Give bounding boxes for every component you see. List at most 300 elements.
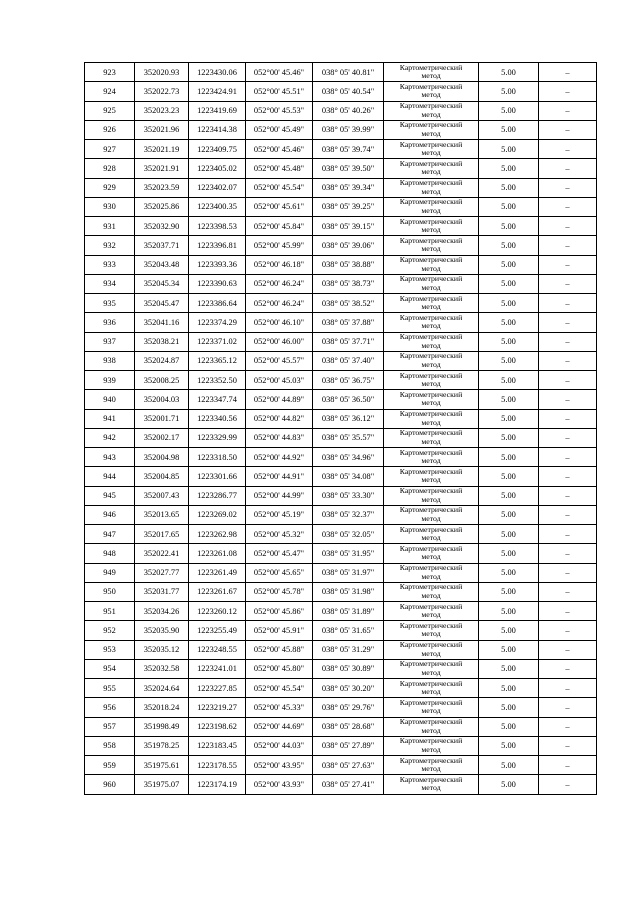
method-line1: Картометрический xyxy=(399,428,463,438)
method-cell xyxy=(384,101,479,120)
accuracy-cell: 5.00 xyxy=(479,197,539,216)
latitude-cell: 052°00' 45.54" xyxy=(246,679,313,698)
method-cell xyxy=(384,428,479,447)
point-number-cell: 955 xyxy=(85,679,135,698)
longitude-cell: 038° 05' 34.96" xyxy=(313,448,384,467)
x-coordinate-cell: 352021.91 xyxy=(135,159,189,178)
method-cell xyxy=(384,563,479,582)
latitude-cell: 052°00' 45.78" xyxy=(246,582,313,601)
y-coordinate-cell: 1223393.36 xyxy=(189,255,246,274)
method-line1: Картометрический xyxy=(399,274,463,284)
method-line2: метод xyxy=(421,302,441,312)
accuracy-cell: 5.00 xyxy=(479,82,539,101)
longitude-cell: 038° 05' 40.54" xyxy=(313,82,384,101)
note-cell: – xyxy=(539,602,597,621)
accuracy-cell: 5.00 xyxy=(479,120,539,139)
note-cell: – xyxy=(539,274,597,293)
y-coordinate-cell: 1223374.29 xyxy=(189,313,246,332)
x-coordinate-cell: 352038.21 xyxy=(135,332,189,351)
method-cell xyxy=(384,409,479,428)
x-coordinate-cell: 351975.61 xyxy=(135,756,189,775)
table-row xyxy=(85,486,597,505)
longitude-cell: 038° 05' 31.65" xyxy=(313,621,384,640)
note-cell: – xyxy=(539,371,597,390)
method-cell xyxy=(384,602,479,621)
table-row xyxy=(85,294,597,313)
x-coordinate-cell: 352027.77 xyxy=(135,563,189,582)
method-line1: Картометрический xyxy=(399,466,463,476)
method-line2: метод xyxy=(421,205,441,215)
table-row xyxy=(85,63,597,82)
x-coordinate-cell: 352018.24 xyxy=(135,698,189,717)
method-line2: метод xyxy=(421,90,441,100)
method-line2: метод xyxy=(421,417,441,427)
y-coordinate-cell: 1223405.02 xyxy=(189,159,246,178)
x-coordinate-cell: 352035.12 xyxy=(135,640,189,659)
note-cell: – xyxy=(539,775,597,794)
method-cell xyxy=(384,679,479,698)
method-line1: Картометрический xyxy=(399,81,463,91)
point-number-cell: 943 xyxy=(85,448,135,467)
method-line2: метод xyxy=(421,744,441,754)
point-number-cell: 940 xyxy=(85,390,135,409)
x-coordinate-cell: 352024.87 xyxy=(135,351,189,370)
accuracy-cell: 5.00 xyxy=(479,659,539,678)
note-cell: – xyxy=(539,679,597,698)
note-cell: – xyxy=(539,390,597,409)
y-coordinate-cell: 1223261.49 xyxy=(189,563,246,582)
y-coordinate-cell: 1223430.06 xyxy=(189,63,246,82)
longitude-cell: 038° 05' 39.74" xyxy=(313,140,384,159)
method-line2: метод xyxy=(421,436,441,446)
method-line1: Картометрический xyxy=(399,389,463,399)
coordinates-table-body xyxy=(85,63,597,795)
method-line1: Картометрический xyxy=(399,409,463,419)
accuracy-cell: 5.00 xyxy=(479,698,539,717)
x-coordinate-cell: 352017.65 xyxy=(135,525,189,544)
method-cell xyxy=(384,120,479,139)
note-cell: – xyxy=(539,120,597,139)
y-coordinate-cell: 1223347.74 xyxy=(189,390,246,409)
latitude-cell: 052°00' 44.82" xyxy=(246,409,313,428)
accuracy-cell: 5.00 xyxy=(479,621,539,640)
method-line1: Картометрический xyxy=(399,582,463,592)
x-coordinate-cell: 352024.64 xyxy=(135,679,189,698)
latitude-cell: 052°00' 44.83" xyxy=(246,428,313,447)
y-coordinate-cell: 1223318.50 xyxy=(189,448,246,467)
point-number-cell: 946 xyxy=(85,505,135,524)
x-coordinate-cell: 352037.71 xyxy=(135,236,189,255)
longitude-cell: 038° 05' 40.26" xyxy=(313,101,384,120)
latitude-cell: 052°00' 45.32" xyxy=(246,525,313,544)
note-cell: – xyxy=(539,756,597,775)
note-cell: – xyxy=(539,313,597,332)
x-coordinate-cell: 352025.86 xyxy=(135,197,189,216)
method-cell xyxy=(384,178,479,197)
method-line2: метод xyxy=(421,456,441,466)
method-cell xyxy=(384,467,479,486)
y-coordinate-cell: 1223255.49 xyxy=(189,621,246,640)
longitude-cell: 038° 05' 37.40" xyxy=(313,351,384,370)
point-number-cell: 947 xyxy=(85,525,135,544)
method-line1: Картометрический xyxy=(399,178,463,188)
accuracy-cell: 5.00 xyxy=(479,63,539,82)
latitude-cell: 052°00' 46.10" xyxy=(246,313,313,332)
method-cell xyxy=(384,486,479,505)
accuracy-cell: 5.00 xyxy=(479,313,539,332)
point-number-cell: 937 xyxy=(85,332,135,351)
latitude-cell: 052°00' 44.03" xyxy=(246,736,313,755)
latitude-cell: 052°00' 45.47" xyxy=(246,544,313,563)
accuracy-cell: 5.00 xyxy=(479,217,539,236)
table-row xyxy=(85,679,597,698)
method-cell xyxy=(384,756,479,775)
method-line1: Картометрический xyxy=(399,351,463,361)
note-cell: – xyxy=(539,563,597,582)
method-line2: метод xyxy=(421,629,441,639)
latitude-cell: 052°00' 44.91" xyxy=(246,467,313,486)
longitude-cell: 038° 05' 39.15" xyxy=(313,217,384,236)
table-row xyxy=(85,775,597,794)
y-coordinate-cell: 1223261.67 xyxy=(189,582,246,601)
method-line1: Картометрический xyxy=(399,332,463,342)
x-coordinate-cell: 352002.17 xyxy=(135,428,189,447)
longitude-cell: 038° 05' 35.57" xyxy=(313,428,384,447)
x-coordinate-cell: 352034.26 xyxy=(135,602,189,621)
method-line1: Картометрический xyxy=(399,736,463,746)
table-row xyxy=(85,255,597,274)
y-coordinate-cell: 1223241.01 xyxy=(189,659,246,678)
method-line2: метод xyxy=(421,282,441,292)
note-cell: – xyxy=(539,178,597,197)
method-cell xyxy=(384,448,479,467)
x-coordinate-cell: 352004.85 xyxy=(135,467,189,486)
latitude-cell: 052°00' 45.84" xyxy=(246,217,313,236)
x-coordinate-cell: 352022.73 xyxy=(135,82,189,101)
y-coordinate-cell: 1223269.02 xyxy=(189,505,246,524)
point-number-cell: 959 xyxy=(85,756,135,775)
x-coordinate-cell: 352045.34 xyxy=(135,274,189,293)
y-coordinate-cell: 1223409.75 xyxy=(189,140,246,159)
note-cell: – xyxy=(539,140,597,159)
table-row xyxy=(85,120,597,139)
latitude-cell: 052°00' 43.93" xyxy=(246,775,313,794)
point-number-cell: 952 xyxy=(85,621,135,640)
longitude-cell: 038° 05' 38.88" xyxy=(313,255,384,274)
accuracy-cell: 5.00 xyxy=(479,505,539,524)
longitude-cell: 038° 05' 36.75" xyxy=(313,371,384,390)
latitude-cell: 052°00' 45.99" xyxy=(246,236,313,255)
longitude-cell: 038° 05' 30.89" xyxy=(313,659,384,678)
method-line2: метод xyxy=(421,590,441,600)
longitude-cell: 038° 05' 30.20" xyxy=(313,679,384,698)
latitude-cell: 052°00' 45.51" xyxy=(246,82,313,101)
method-cell xyxy=(384,82,479,101)
y-coordinate-cell: 1223329.99 xyxy=(189,428,246,447)
note-cell: – xyxy=(539,101,597,120)
point-number-cell: 939 xyxy=(85,371,135,390)
table-row xyxy=(85,82,597,101)
note-cell: – xyxy=(539,698,597,717)
accuracy-cell: 5.00 xyxy=(479,467,539,486)
method-line1: Картометрический xyxy=(399,486,463,496)
latitude-cell: 052°00' 44.69" xyxy=(246,717,313,736)
y-coordinate-cell: 1223371.02 xyxy=(189,332,246,351)
method-line2: метод xyxy=(421,552,441,562)
y-coordinate-cell: 1223424.91 xyxy=(189,82,246,101)
method-line1: Картометрический xyxy=(399,678,463,688)
longitude-cell: 038° 05' 39.25" xyxy=(313,197,384,216)
method-cell xyxy=(384,659,479,678)
table-row xyxy=(85,640,597,659)
point-number-cell: 928 xyxy=(85,159,135,178)
latitude-cell: 052°00' 45.54" xyxy=(246,178,313,197)
y-coordinate-cell: 1223340.56 xyxy=(189,409,246,428)
accuracy-cell: 5.00 xyxy=(479,525,539,544)
latitude-cell: 052°00' 46.18" xyxy=(246,255,313,274)
method-line2: метод xyxy=(421,71,441,81)
method-line1: Картометрический xyxy=(399,755,463,765)
table-row xyxy=(85,698,597,717)
latitude-cell: 052°00' 44.89" xyxy=(246,390,313,409)
method-cell xyxy=(384,525,479,544)
method-cell xyxy=(384,159,479,178)
note-cell: – xyxy=(539,236,597,255)
point-number-cell: 934 xyxy=(85,274,135,293)
method-line2: метод xyxy=(421,128,441,138)
coordinates-table xyxy=(84,62,597,795)
y-coordinate-cell: 1223178.55 xyxy=(189,756,246,775)
point-number-cell: 953 xyxy=(85,640,135,659)
note-cell: – xyxy=(539,582,597,601)
method-line2: метод xyxy=(421,263,441,273)
accuracy-cell: 5.00 xyxy=(479,602,539,621)
latitude-cell: 052°00' 44.92" xyxy=(246,448,313,467)
latitude-cell: 052°00' 46.24" xyxy=(246,294,313,313)
y-coordinate-cell: 1223400.35 xyxy=(189,197,246,216)
method-line2: метод xyxy=(421,244,441,254)
y-coordinate-cell: 1223398.53 xyxy=(189,217,246,236)
note-cell: – xyxy=(539,505,597,524)
method-line1: Картометрический xyxy=(399,659,463,669)
point-number-cell: 958 xyxy=(85,736,135,755)
y-coordinate-cell: 1223402.07 xyxy=(189,178,246,197)
x-coordinate-cell: 352032.58 xyxy=(135,659,189,678)
table-row xyxy=(85,390,597,409)
method-cell xyxy=(384,217,479,236)
latitude-cell: 052°00' 45.53" xyxy=(246,101,313,120)
longitude-cell: 038° 05' 37.71" xyxy=(313,332,384,351)
method-cell xyxy=(384,351,479,370)
accuracy-cell: 5.00 xyxy=(479,159,539,178)
method-line2: метод xyxy=(421,148,441,158)
x-coordinate-cell: 352035.90 xyxy=(135,621,189,640)
table-row xyxy=(85,659,597,678)
point-number-cell: 938 xyxy=(85,351,135,370)
table-row xyxy=(85,544,597,563)
longitude-cell: 038° 05' 27.63" xyxy=(313,756,384,775)
accuracy-cell: 5.00 xyxy=(479,409,539,428)
note-cell: – xyxy=(539,621,597,640)
method-line1: Картометрический xyxy=(399,293,463,303)
point-number-cell: 924 xyxy=(85,82,135,101)
table-row xyxy=(85,197,597,216)
method-line1: Картометрический xyxy=(399,543,463,553)
note-cell: – xyxy=(539,82,597,101)
y-coordinate-cell: 1223365.12 xyxy=(189,351,246,370)
method-cell xyxy=(384,140,479,159)
x-coordinate-cell: 352021.19 xyxy=(135,140,189,159)
method-cell xyxy=(384,390,479,409)
point-number-cell: 954 xyxy=(85,659,135,678)
note-cell: – xyxy=(539,659,597,678)
table-row xyxy=(85,602,597,621)
point-number-cell: 941 xyxy=(85,409,135,428)
note-cell: – xyxy=(539,717,597,736)
latitude-cell: 052°00' 43.95" xyxy=(246,756,313,775)
table-row xyxy=(85,274,597,293)
note-cell: – xyxy=(539,217,597,236)
point-number-cell: 929 xyxy=(85,178,135,197)
method-line2: метод xyxy=(421,321,441,331)
longitude-cell: 038° 05' 37.88" xyxy=(313,313,384,332)
x-coordinate-cell: 352023.23 xyxy=(135,101,189,120)
point-number-cell: 948 xyxy=(85,544,135,563)
table-row xyxy=(85,448,597,467)
point-number-cell: 931 xyxy=(85,217,135,236)
point-number-cell: 933 xyxy=(85,255,135,274)
longitude-cell: 038° 05' 33.30" xyxy=(313,486,384,505)
point-number-cell: 950 xyxy=(85,582,135,601)
method-cell xyxy=(384,332,479,351)
method-line1: Картометрический xyxy=(399,370,463,380)
method-cell xyxy=(384,582,479,601)
latitude-cell: 052°00' 45.88" xyxy=(246,640,313,659)
longitude-cell: 038° 05' 39.06" xyxy=(313,236,384,255)
x-coordinate-cell: 352008.25 xyxy=(135,371,189,390)
note-cell: – xyxy=(539,448,597,467)
note-cell: – xyxy=(539,409,597,428)
table-row xyxy=(85,582,597,601)
method-line2: метод xyxy=(421,398,441,408)
note-cell: – xyxy=(539,640,597,659)
y-coordinate-cell: 1223262.98 xyxy=(189,525,246,544)
longitude-cell: 038° 05' 39.99" xyxy=(313,120,384,139)
accuracy-cell: 5.00 xyxy=(479,679,539,698)
method-line2: метод xyxy=(421,610,441,620)
method-line2: метод xyxy=(421,494,441,504)
method-cell xyxy=(384,621,479,640)
method-line2: метод xyxy=(421,648,441,658)
method-line2: метод xyxy=(421,571,441,581)
method-line2: метод xyxy=(421,533,441,543)
accuracy-cell: 5.00 xyxy=(479,428,539,447)
accuracy-cell: 5.00 xyxy=(479,390,539,409)
method-line2: метод xyxy=(421,706,441,716)
longitude-cell: 038° 05' 38.52" xyxy=(313,294,384,313)
x-coordinate-cell: 352007.43 xyxy=(135,486,189,505)
y-coordinate-cell: 1223183.45 xyxy=(189,736,246,755)
point-number-cell: 956 xyxy=(85,698,135,717)
method-line2: метод xyxy=(421,379,441,389)
method-line1: Картометрический xyxy=(399,447,463,457)
point-number-cell: 930 xyxy=(85,197,135,216)
method-line2: метод xyxy=(421,475,441,485)
method-line2: метод xyxy=(421,340,441,350)
note-cell: – xyxy=(539,525,597,544)
longitude-cell: 038° 05' 31.98" xyxy=(313,582,384,601)
table-row xyxy=(85,717,597,736)
method-line2: метод xyxy=(421,513,441,523)
table-row xyxy=(85,428,597,447)
method-cell xyxy=(384,371,479,390)
method-line2: метод xyxy=(421,225,441,235)
longitude-cell: 038° 05' 38.73" xyxy=(313,274,384,293)
accuracy-cell: 5.00 xyxy=(479,736,539,755)
longitude-cell: 038° 05' 29.76" xyxy=(313,698,384,717)
method-line2: метод xyxy=(421,186,441,196)
latitude-cell: 052°00' 45.46" xyxy=(246,140,313,159)
method-cell xyxy=(384,775,479,794)
point-number-cell: 926 xyxy=(85,120,135,139)
x-coordinate-cell: 352022.41 xyxy=(135,544,189,563)
longitude-cell: 038° 05' 31.95" xyxy=(313,544,384,563)
x-coordinate-cell: 352032.90 xyxy=(135,217,189,236)
accuracy-cell: 5.00 xyxy=(479,371,539,390)
accuracy-cell: 5.00 xyxy=(479,294,539,313)
point-number-cell: 932 xyxy=(85,236,135,255)
longitude-cell: 038° 05' 39.34" xyxy=(313,178,384,197)
accuracy-cell: 5.00 xyxy=(479,582,539,601)
method-line1: Картометрический xyxy=(399,255,463,265)
point-number-cell: 935 xyxy=(85,294,135,313)
table-row xyxy=(85,159,597,178)
method-line2: метод xyxy=(421,687,441,697)
method-line1: Картометрический xyxy=(399,312,463,322)
table-row xyxy=(85,736,597,755)
note-cell: – xyxy=(539,159,597,178)
x-coordinate-cell: 352004.03 xyxy=(135,390,189,409)
y-coordinate-cell: 1223414.38 xyxy=(189,120,246,139)
method-cell xyxy=(384,717,479,736)
method-line1: Картометрический xyxy=(399,235,463,245)
x-coordinate-cell: 351978.25 xyxy=(135,736,189,755)
method-cell xyxy=(384,255,479,274)
table-row xyxy=(85,236,597,255)
method-line1: Картометрический xyxy=(399,697,463,707)
latitude-cell: 052°00' 45.19" xyxy=(246,505,313,524)
latitude-cell: 052°00' 45.65" xyxy=(246,563,313,582)
method-cell xyxy=(384,698,479,717)
method-cell xyxy=(384,197,479,216)
method-line1: Картометрический xyxy=(399,62,463,72)
method-line2: метод xyxy=(421,109,441,119)
method-cell xyxy=(384,236,479,255)
accuracy-cell: 5.00 xyxy=(479,756,539,775)
x-coordinate-cell: 352021.96 xyxy=(135,120,189,139)
x-coordinate-cell: 351975.07 xyxy=(135,775,189,794)
method-line1: Картометрический xyxy=(399,774,463,784)
method-cell xyxy=(384,544,479,563)
method-line1: Картометрический xyxy=(399,139,463,149)
method-line2: метод xyxy=(421,167,441,177)
method-line1: Картометрический xyxy=(399,563,463,573)
accuracy-cell: 5.00 xyxy=(479,274,539,293)
method-line2: метод xyxy=(421,725,441,735)
latitude-cell: 052°00' 45.57" xyxy=(246,351,313,370)
table-row xyxy=(85,505,597,524)
longitude-cell: 038° 05' 31.89" xyxy=(313,602,384,621)
